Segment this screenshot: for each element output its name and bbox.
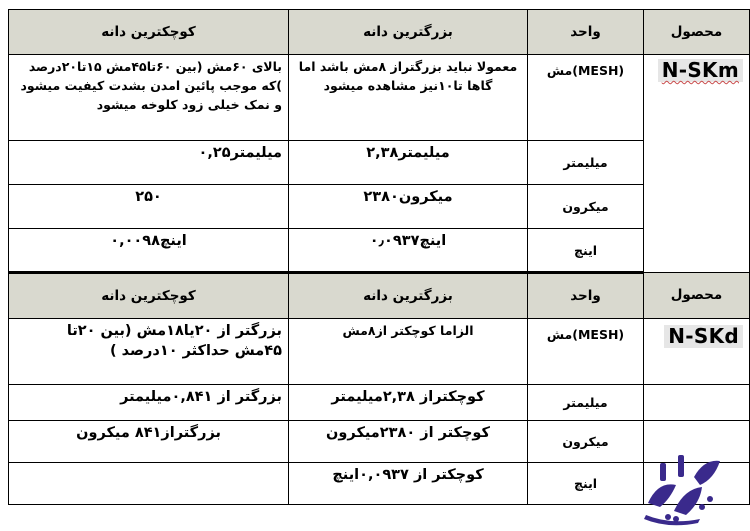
unit-cell: مش(MESH) <box>528 319 644 385</box>
unit-cell: اینچ <box>528 463 644 505</box>
largest-cell: کوچکتراز ۲,۳۸میلیمتر <box>289 385 528 421</box>
largest-cell: ۲۳۸۰میکرون <box>289 185 528 229</box>
largest-cell: کوچکتر از ۲۳۸۰میکرون <box>289 421 528 463</box>
header-largest: بزرگترین دانه <box>289 273 528 319</box>
unit-cell: میکرون <box>528 185 644 229</box>
product-cell <box>644 319 750 385</box>
table-row <box>9 185 750 229</box>
largest-cell: کوچکتر از ۰,۰۹۳۷اینچ <box>289 463 528 505</box>
table-row <box>9 463 750 505</box>
smallest-cell <box>9 463 289 505</box>
table-header-row <box>9 273 750 319</box>
unit-cell: اینچ <box>528 229 644 273</box>
unit-cell: میلیمتر <box>528 385 644 421</box>
header-unit: واحد <box>528 10 644 55</box>
smallest-cell: ۰,۲۵میلیمتر <box>9 141 289 185</box>
largest-cell: ۲,۳۸میلیمتر <box>289 141 528 185</box>
header-product: محصول <box>644 10 750 55</box>
grain-size-table <box>8 9 750 505</box>
smallest-cell: بالای ۶۰مش (بین ۶۰تا۴۵مش ۱۵تا۲۰درصد )که موجب پائین امدن بشدت کیفیت میشود و نمک خیلی زود کلوخه میشود <box>9 55 289 141</box>
company-logo-icon <box>640 441 724 525</box>
smallest-cell: ۰,۰۰۹۸اینچ <box>9 229 289 273</box>
table-header-row <box>9 10 750 55</box>
unit-cell: میلیمتر <box>528 141 644 185</box>
largest-cell: الزاما کوچکتر از۸مش <box>289 319 528 385</box>
product-cell <box>644 55 750 273</box>
table-row <box>9 319 750 385</box>
table-row <box>9 229 750 273</box>
header-product: محصول <box>644 273 750 319</box>
unit-cell: میکرون <box>528 421 644 463</box>
largest-cell: ۰٫۰۹۳۷اینچ <box>289 229 528 273</box>
product-code: N-SKd <box>664 325 743 348</box>
smallest-cell: ۲۵۰ <box>9 185 289 229</box>
header-smallest: کوچکترین دانه <box>9 10 289 55</box>
header-smallest: کوچکترین دانه <box>9 273 289 319</box>
header-largest: بزرگترین دانه <box>289 10 528 55</box>
largest-cell: معمولا نباید بزرگتراز ۸مش باشد اما گاها تا۱۰نیز مشاهده میشود <box>289 55 528 141</box>
table-row <box>9 55 750 141</box>
table-row <box>9 421 750 463</box>
product-cell-empty <box>644 385 750 421</box>
header-unit: واحد <box>528 273 644 319</box>
smallest-cell: بزرگتر از ۲۰یا۱۸مش (بین ۲۰تا ۴۵مش حداکثر ۱۰درصد ) <box>9 319 289 385</box>
table-row <box>9 385 750 421</box>
smallest-cell: بزرگتراز۸۴۱ میکرون <box>9 421 289 463</box>
product-code: N-SKm <box>658 59 743 82</box>
unit-cell: مش(MESH) <box>528 55 644 141</box>
smallest-cell: بزرگتر از ۰,۸۴۱میلیمتر <box>9 385 289 421</box>
table-row <box>9 141 750 185</box>
